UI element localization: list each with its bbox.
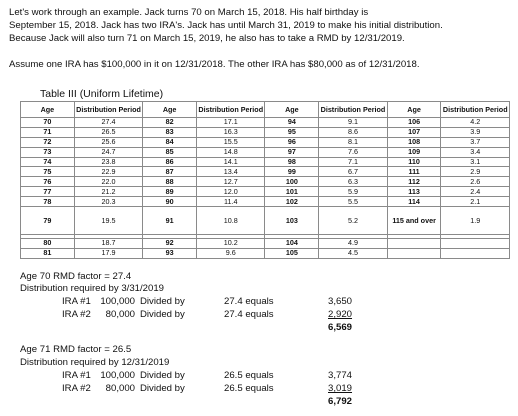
period-cell: 11.4: [197, 197, 265, 207]
age-cell: 81: [21, 248, 75, 258]
age-cell: 80: [21, 239, 75, 249]
period-cell: 2.6: [441, 177, 510, 187]
s1-ira2-label: IRA #2: [62, 309, 91, 320]
period-cell: 14.1: [197, 157, 265, 167]
age-cell: 96: [265, 137, 319, 147]
age-cell: 109: [387, 147, 441, 157]
assumption-text: Assume one IRA has $100,000 in it on 12/31/2018. The other IRA has $80,000 as of 12/31/2018.: [9, 59, 420, 70]
period-cell: 12.7: [197, 177, 265, 187]
s1-ira2-op: Divided by: [140, 309, 185, 320]
age-cell: 88: [143, 177, 197, 187]
header-distribution-period: Distribution Period: [319, 102, 387, 118]
intro-text: [9, 6, 514, 45]
age-cell: 77: [21, 187, 75, 197]
period-cell: 16.3: [197, 127, 265, 137]
period-cell: 13.4: [197, 167, 265, 177]
header-age: Age: [387, 102, 441, 118]
age-cell: 73: [21, 147, 75, 157]
s2-ira2-amount: 80,000: [105, 383, 135, 394]
table-row: [21, 248, 510, 258]
age-cell: 104: [265, 239, 319, 249]
age-cell: 86: [143, 157, 197, 167]
age-cell: 92: [143, 239, 197, 249]
age-cell: 90: [143, 197, 197, 207]
age-cell: 94: [265, 118, 319, 128]
period-cell: 7.1: [319, 157, 387, 167]
table-row: [21, 167, 510, 177]
s2-ira2-result: 3,019: [328, 383, 353, 394]
table-row: [21, 177, 510, 187]
period-cell: 1.9: [441, 207, 510, 235]
period-cell: 8.6: [319, 127, 387, 137]
s1-ira1-factor: 27.4 equals: [224, 296, 274, 307]
s2-total: 6,792: [328, 396, 353, 407]
period-cell: 19.5: [74, 207, 142, 235]
period-cell: 4.9: [319, 239, 387, 249]
table-header-row: [21, 102, 510, 118]
period-cell: 18.7: [74, 239, 142, 249]
header-age: Age: [21, 102, 75, 118]
table-row: [21, 147, 510, 157]
age-cell: 112: [387, 177, 441, 187]
period-cell: 2.4: [441, 187, 510, 197]
age-cell: 100: [265, 177, 319, 187]
age-cell: 85: [143, 147, 197, 157]
age-cell: 84: [143, 137, 197, 147]
age-cell: 78: [21, 197, 75, 207]
period-cell: 3.1: [441, 157, 510, 167]
period-cell: [441, 239, 510, 249]
period-cell: 4.5: [319, 248, 387, 258]
s2-ira1-label: IRA #1: [62, 370, 91, 381]
period-cell: 4.2: [441, 118, 510, 128]
age-cell: 91: [143, 207, 197, 235]
age-cell: 76: [21, 177, 75, 187]
age-cell: 98: [265, 157, 319, 167]
table-row: [21, 187, 510, 197]
s2-ira1-factor: 26.5 equals: [224, 370, 274, 381]
period-cell: 17.9: [74, 248, 142, 258]
age-cell: 115 and over: [387, 207, 441, 235]
s1-ira1-label: IRA #1: [62, 296, 91, 307]
period-cell: 8.1: [319, 137, 387, 147]
age-cell: 83: [143, 127, 197, 137]
age-cell: [387, 248, 441, 258]
table-row: [21, 197, 510, 207]
age-cell: 105: [265, 248, 319, 258]
s1-ira1-result: 3,650: [328, 296, 353, 307]
period-cell: 26.5: [74, 127, 142, 137]
age71-required: Distribution required by 12/31/2019: [20, 357, 170, 368]
age70-required: Distribution required by 3/31/2019: [20, 283, 164, 294]
age-cell: 107: [387, 127, 441, 137]
period-cell: 5.2: [319, 207, 387, 235]
period-cell: [441, 248, 510, 258]
period-cell: 24.7: [74, 147, 142, 157]
age-cell: 111: [387, 167, 441, 177]
period-cell: 22.9: [74, 167, 142, 177]
period-cell: 10.8: [197, 207, 265, 235]
table-row: [21, 118, 510, 128]
s2-ira1-result: 3,774: [328, 370, 353, 381]
period-cell: 9.6: [197, 248, 265, 258]
intro-line-1: Let's work through an example. Jack turns 70 on March 15, 2018. His half birthday is: [9, 7, 369, 18]
s1-ira2-amount: 80,000: [105, 309, 135, 320]
s1-ira2-factor: 27.4 equals: [224, 309, 274, 320]
period-cell: 7.6: [319, 147, 387, 157]
period-cell: 17.1: [197, 118, 265, 128]
table-row: [21, 127, 510, 137]
age-cell: 108: [387, 137, 441, 147]
period-cell: 3.9: [441, 127, 510, 137]
period-cell: 3.7: [441, 137, 510, 147]
period-cell: 14.8: [197, 147, 265, 157]
period-cell: 22.0: [74, 177, 142, 187]
s1-ira1-amount: 100,000: [100, 296, 135, 307]
period-cell: 6.3: [319, 177, 387, 187]
age71-factor: Age 71 RMD factor = 26.5: [20, 344, 132, 355]
s2-ira2-factor: 26.5 equals: [224, 383, 274, 394]
intro-line-3: Because Jack will also turn 71 on March 15, 2019, he also has to take a RMD by 12/31/2019.: [9, 33, 405, 44]
period-cell: 5.9: [319, 187, 387, 197]
period-cell: 12.0: [197, 187, 265, 197]
period-cell: 23.8: [74, 157, 142, 167]
age-cell: 93: [143, 248, 197, 258]
s2-ira2-op: Divided by: [140, 383, 185, 394]
table-title: Table III (Uniform Lifetime): [40, 88, 164, 100]
age-cell: 106: [387, 118, 441, 128]
age-cell: 113: [387, 187, 441, 197]
intro-line-2: September 15, 2018. Jack has two IRA's. Jack has until March 31, 2019 to make his initial distribution.: [9, 20, 443, 31]
age70-factor: Age 70 RMD factor = 27.4: [20, 271, 132, 282]
s1-total: 6,569: [328, 322, 353, 333]
age-cell: 71: [21, 127, 75, 137]
age-cell: 87: [143, 167, 197, 177]
table-row: [21, 137, 510, 147]
age-cell: 114: [387, 197, 441, 207]
period-cell: 27.4: [74, 118, 142, 128]
age-cell: 110: [387, 157, 441, 167]
age-cell: 97: [265, 147, 319, 157]
age-cell: 89: [143, 187, 197, 197]
period-cell: 10.2: [197, 239, 265, 249]
table-row: [21, 207, 510, 235]
age-cell: 74: [21, 157, 75, 167]
age-cell: 70: [21, 118, 75, 128]
age-cell: 79: [21, 207, 75, 235]
age-cell: 99: [265, 167, 319, 177]
header-distribution-period: Distribution Period: [441, 102, 510, 118]
s1-ira1-op: Divided by: [140, 296, 185, 307]
period-cell: 6.7: [319, 167, 387, 177]
period-cell: 9.1: [319, 118, 387, 128]
age-cell: 95: [265, 127, 319, 137]
age-cell: [387, 239, 441, 249]
table-row: [21, 239, 510, 249]
header-age: Age: [143, 102, 197, 118]
s2-ira1-op: Divided by: [140, 370, 185, 381]
period-cell: 2.1: [441, 197, 510, 207]
period-cell: 20.3: [74, 197, 142, 207]
age-cell: 82: [143, 118, 197, 128]
age-cell: 103: [265, 207, 319, 235]
period-cell: 15.5: [197, 137, 265, 147]
header-distribution-period: Distribution Period: [74, 102, 142, 118]
uniform-lifetime-table: [20, 101, 510, 259]
age-cell: 72: [21, 137, 75, 147]
period-cell: 5.5: [319, 197, 387, 207]
period-cell: 2.9: [441, 167, 510, 177]
age-cell: 101: [265, 187, 319, 197]
period-cell: 21.2: [74, 187, 142, 197]
s1-ira2-result: 2,920: [328, 309, 353, 320]
s2-ira2-label: IRA #2: [62, 383, 91, 394]
age-cell: 102: [265, 197, 319, 207]
period-cell: 3.4: [441, 147, 510, 157]
header-distribution-period: Distribution Period: [197, 102, 265, 118]
age-cell: 75: [21, 167, 75, 177]
period-cell: 25.6: [74, 137, 142, 147]
header-age: Age: [265, 102, 319, 118]
s2-ira1-amount: 100,000: [100, 370, 135, 381]
table-row: [21, 157, 510, 167]
